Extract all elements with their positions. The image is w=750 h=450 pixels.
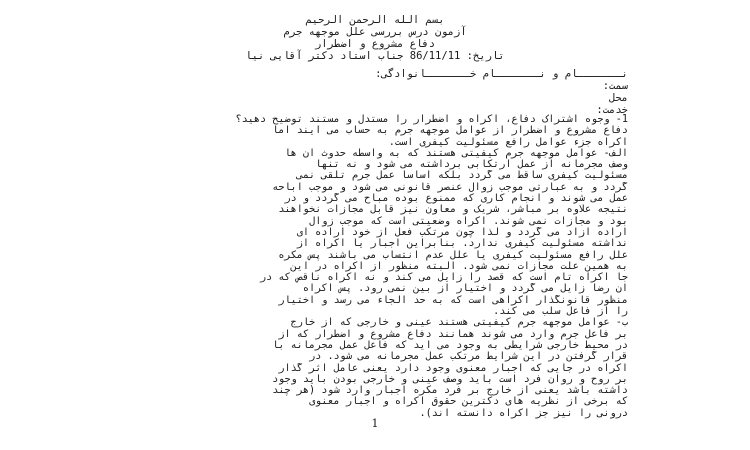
text-line: آن رضا زایل می گردد و اختیار از بین نمی رود. پس اکراه <box>302 283 628 295</box>
text-line: بر فاعل جرم وارد می شوند همانند دفاع مشروع و اضطرار که از <box>278 328 628 340</box>
document-header <box>0 14 750 62</box>
text-line: علل رافع مسئولیت کیفری یا علل عدم انتساب می باشند پس مکره <box>278 249 628 261</box>
text-line: 1- وجوه اشتراک دفاع، اکراه و اضطرار را مستدل و مستند توضیح دهید؟ <box>235 114 628 125</box>
page-number: 1 <box>371 417 379 430</box>
basmala: بسم الله الرحمن الرحيم <box>305 14 445 26</box>
text-line: که برخی از نظریه های دکترین حقوق اکراه و اجبار معنوی <box>309 396 628 408</box>
text-line: به همین علت مجازات نمی شود. البته منظور از اکراه در این <box>290 260 628 272</box>
text-line: اکراه در جایی که اجبار معنوی وجود دارد یعنی عامل اثر گذار <box>278 362 628 374</box>
text-line: دفاع مشروع و اضطرار از عوامل موجهه جرم به حساب می آیند اما <box>272 125 628 137</box>
exam-subtitle: دفاع مشروع و اضطرار <box>314 38 436 50</box>
date-and-instructor: تاریخ: 86/11/11 جناب استاد دکتر آقایی نیا <box>245 50 505 62</box>
text-line: در محیط خارجی شرایطی به وجود می آید که فاعل عمل مجرمانه با <box>272 339 628 351</box>
text-line: نتیجه علاوه بر مباشر، شریک و معاون نیز قابل مجازات نخواهند <box>278 204 628 216</box>
text-line: عمل می شوند و انجام کاری که ممنوع بوده مباح می گردد و در <box>284 193 628 205</box>
text-line: مسئولیت کیفری ساقط می گردد بلکه اساساً عمل جرم تلقی نمی <box>296 170 628 182</box>
place-field-label: محل <box>609 92 628 104</box>
text-line: گردد و به عبارتی موجب زوال عنصر قانونی می شود و موجب اباحه <box>272 181 628 193</box>
text-line: ب- عوامل موجهه جرم کیفیتی هستند عینی و خارجی که از خارج <box>290 317 628 329</box>
text-line: الف- عوامل موجهه جرم کیفیتی هستند که به واسطه حدوث آن ها <box>284 147 628 159</box>
text-line: قرار گرفتن در این شرایط مرتکب عمل مجرمانه می شود. در <box>309 351 628 363</box>
text-line: اکراه جزء عوامل رافع مسئولیت کیفری است. <box>388 136 628 148</box>
name-field-label: نـــــــام و نـــــــام خـــــــانوادگی: <box>375 68 628 80</box>
text-line: جا اکراه تام است که قصد را زایل می کند و نه اکراه ناقص که در <box>259 272 628 284</box>
text-line: درونی را نیز جز اکراه دانسته اند). <box>419 407 628 419</box>
text-line: داشته باشد یعنی از خارج بر فرد مکره اجبار وارد شود (هر چند <box>272 385 628 397</box>
student-info-fields <box>108 68 628 116</box>
text-line: منظور قانونگذار اکراهی است که به حد الجاء می رسد و اختیار <box>278 294 628 306</box>
text-line: بر روح و روان فرد است باید وصف عینی و خارجی بودن باید وجود <box>272 373 628 385</box>
text-line: بود و مجازات نمی شوند. اکراه وضعیتی است که موجب زوال <box>309 215 628 227</box>
text-line: نداشته مسئولیت کیفری ندارد. بنابراین اجبار یا اکراه از <box>296 238 628 250</box>
rank-field-label: سمت: <box>602 80 628 92</box>
text-line: وصف مجرمانه از عمل ارتکابی برداشته می شود و نه تنها <box>315 159 628 171</box>
answer-text <box>108 114 628 419</box>
service-field-label: خدمت: <box>596 104 628 116</box>
exam-title: آزمون درس بررسی علل موجهه جرم <box>283 26 467 38</box>
text-line: اراده آزاد می گردد و لذا چون مرتکب فعل از خود اراده ای <box>296 226 628 238</box>
text-line: را از فاعل سلب می کند. <box>493 306 628 318</box>
